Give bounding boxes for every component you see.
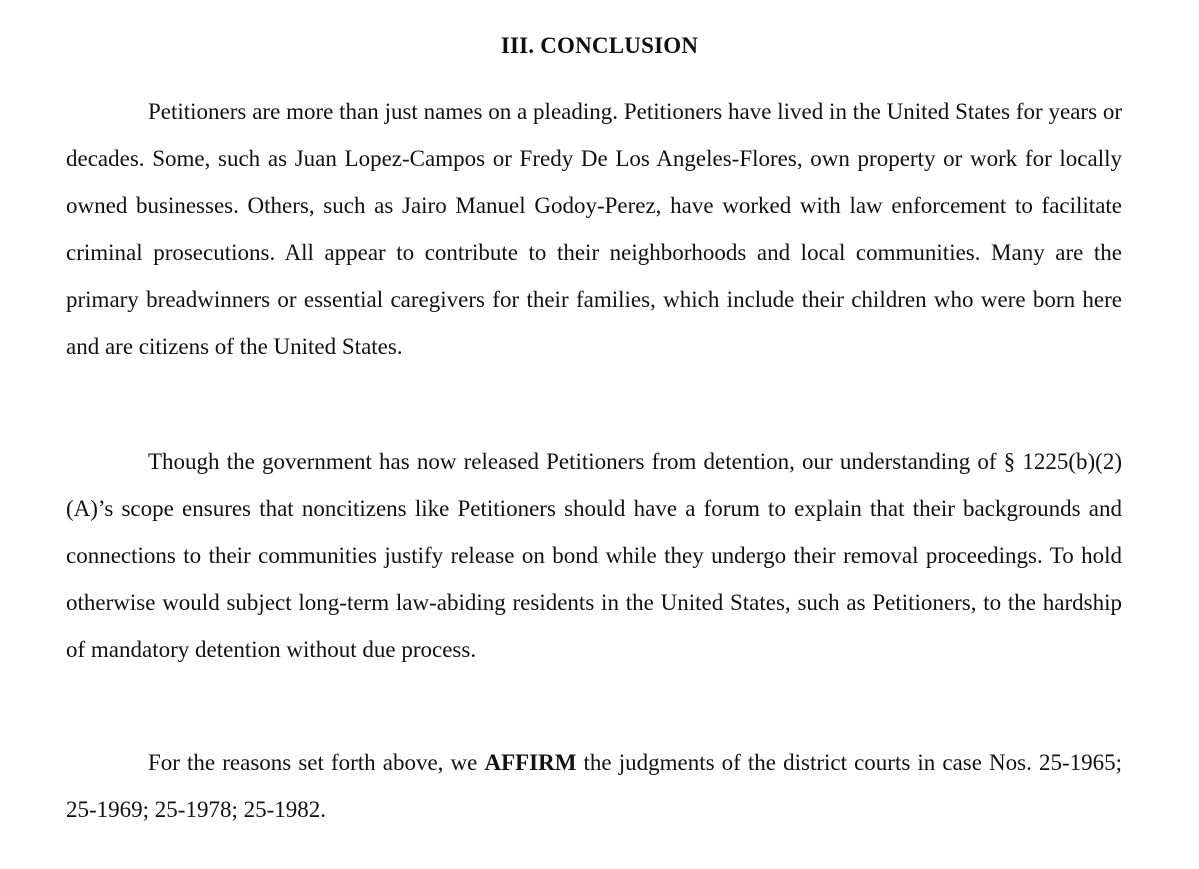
paragraph-judgment <box>66 739 1122 833</box>
paragraph-detention: Though the government has now released Petitioners from detention, our understanding of § 1225(b)(2)(A)’s scope ensures that noncitizens like Petitioners should have a forum to explain that their backgrounds and connections to their communities justify release on bond while they undergo their removal proceedings. To hold otherwise would subject long-term law-abiding residents in the United States, such as Petitioners, to the hardship of mandatory detention without due process. <box>66 449 1122 662</box>
judgment-text-after: the judgments of the district courts in case Nos. 25-1965; 25-1969; 25-1978; 25-1982. <box>66 750 1122 822</box>
section-heading: III. CONCLUSION <box>500 33 699 58</box>
paragraph-petitioners: Petitioners are more than just names on a pleading. Petitioners have lived in the United States for years or decades. Some, such as Juan Lopez-Campos or Fredy De Los Angeles-Flores, own property or work for locally owned businesses. Others, such as Jairo Manuel Godoy-Perez, have worked with law enforcement to facilitate criminal prosecutions. All appear to contribute to their neighborhoods and local communities. Many are the primary breadwinners or essential caregivers for their families, which include their children who were born here and are citizens of the United States. <box>66 99 1122 359</box>
affirm-emphasis: AFFIRM <box>484 750 577 775</box>
judgment-text-before: For the reasons set forth above, we <box>148 750 485 775</box>
